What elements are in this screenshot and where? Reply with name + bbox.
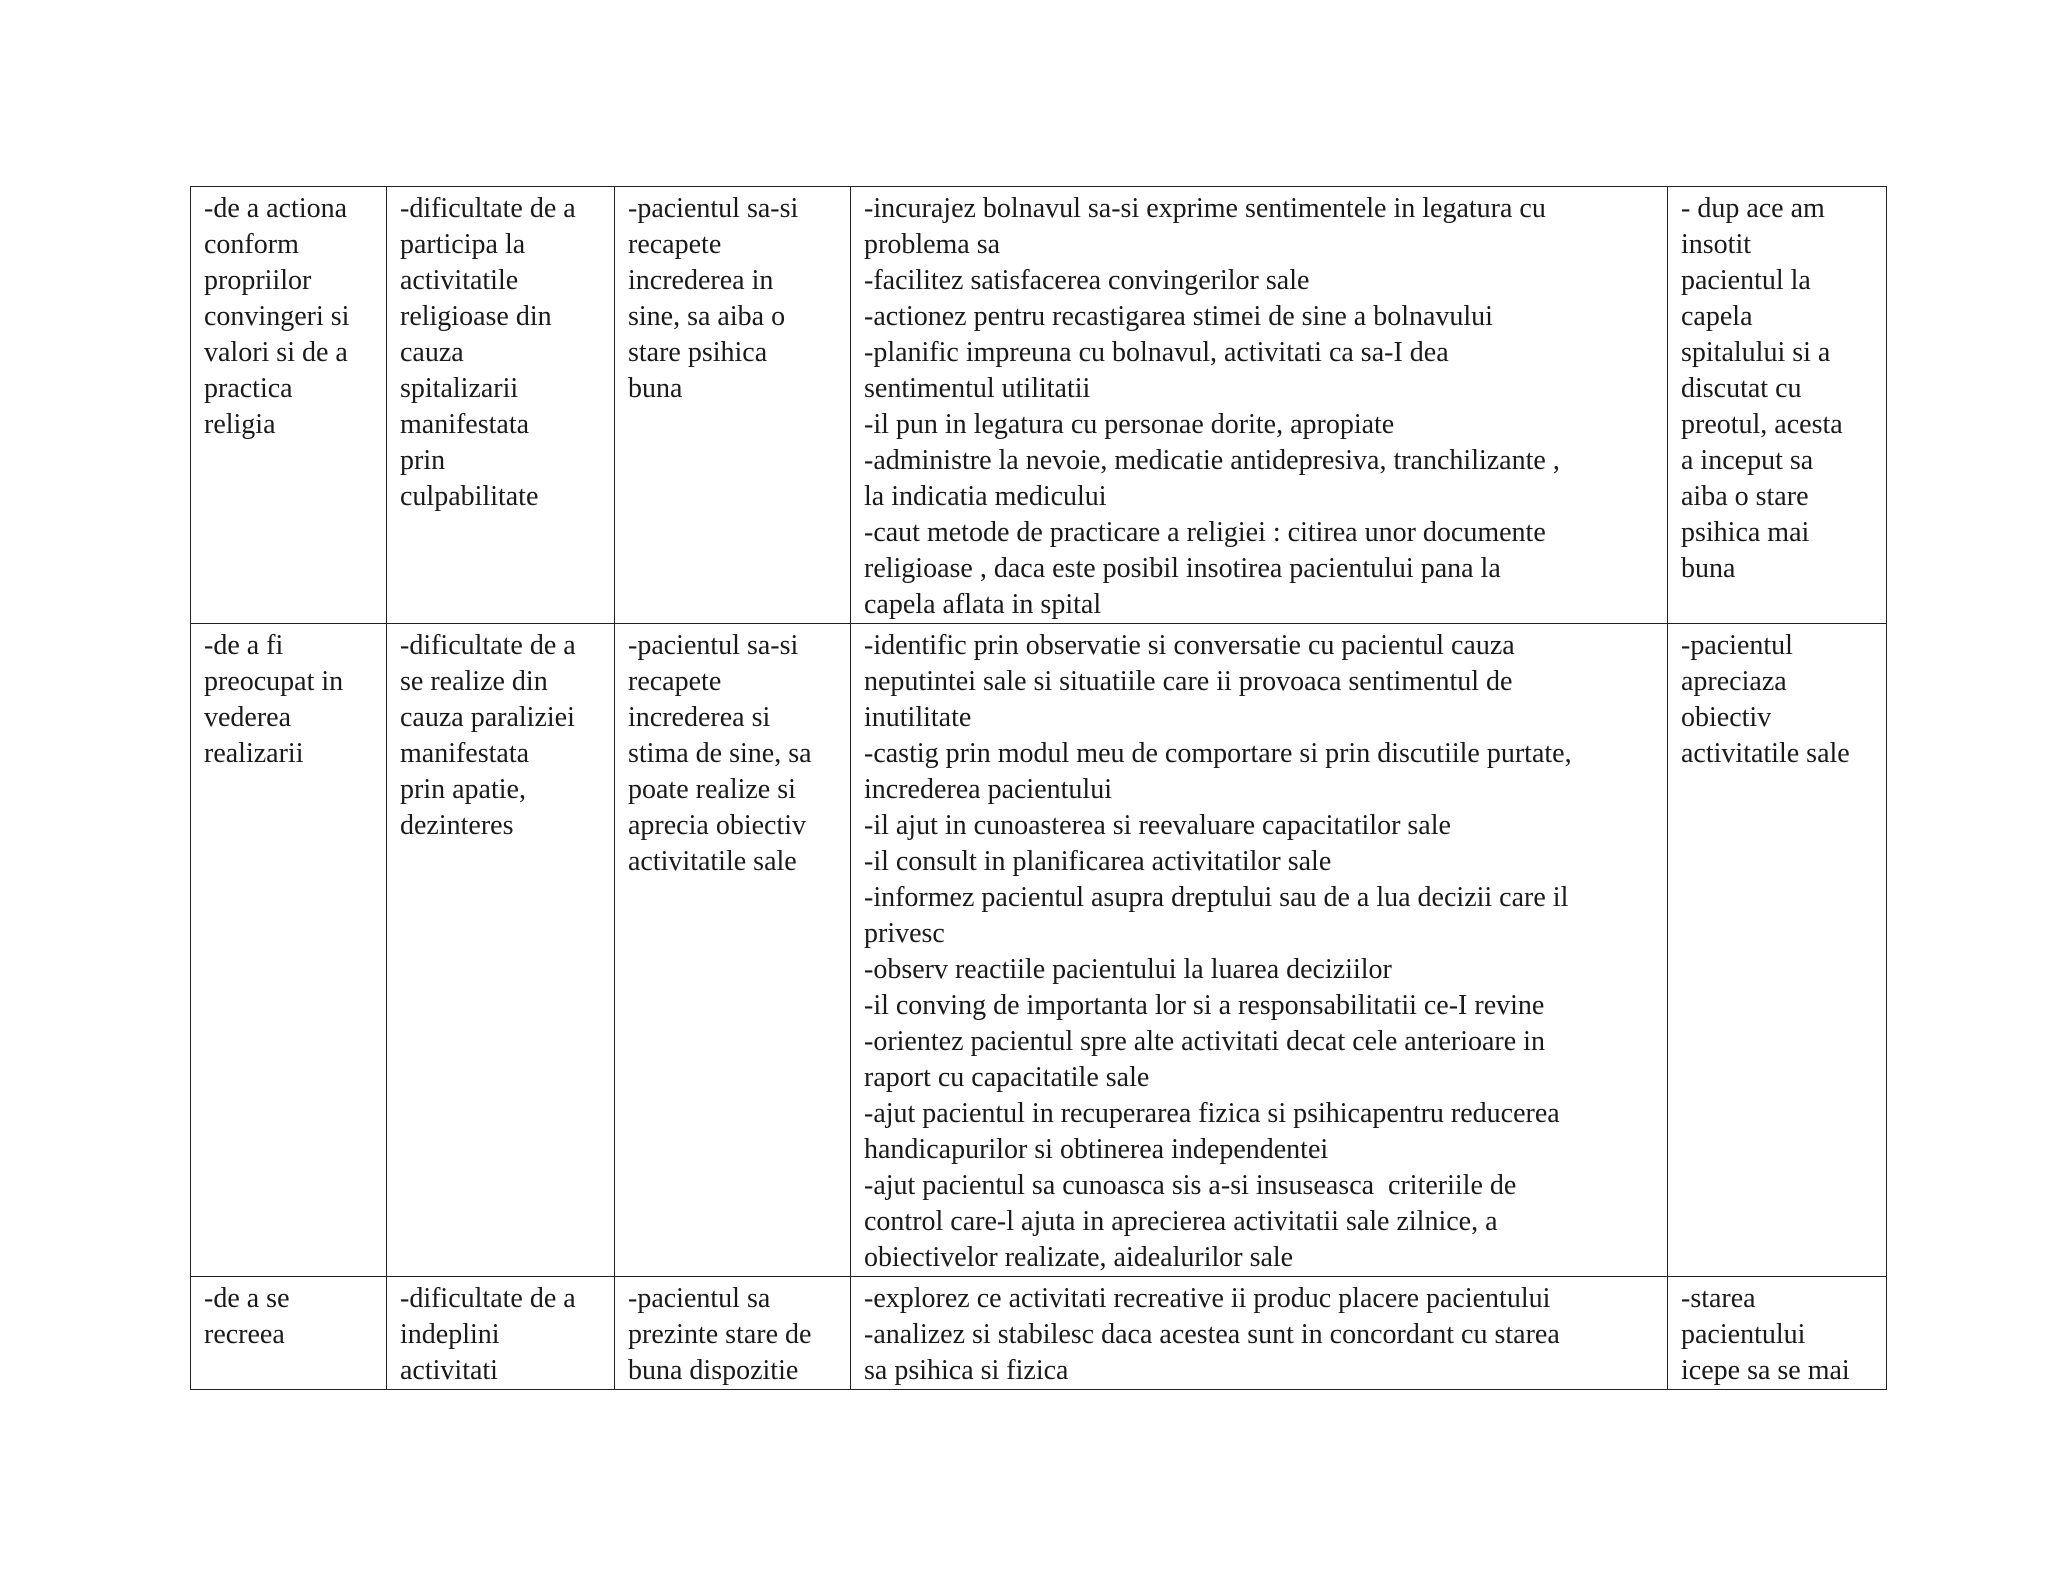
problem-cell <box>387 1277 615 1390</box>
interventions-cell-content <box>864 191 1657 623</box>
cell-line: -starea <box>1681 1283 1756 1314</box>
cell-line: activitatile sale <box>628 846 797 877</box>
cell-line: -identific prin observatie si conversatie cu pacientul cauza <box>864 630 1515 661</box>
cell-line: prin <box>400 445 446 476</box>
cell-line: aiba o stare <box>1681 481 1809 512</box>
cell-line: prezinte stare de <box>628 1319 812 1350</box>
cell-line: -ajut pacientul sa cunoasca sis a-si insuseasca criteriile de <box>864 1170 1517 1201</box>
cell-line: control care-l ajuta in aprecierea activitatii sale zilnice, a <box>864 1206 1498 1237</box>
need-cell <box>191 1277 387 1390</box>
table-body <box>191 187 1887 1390</box>
cell-line: spitalizarii <box>400 373 519 404</box>
cell-line: discutat cu <box>1681 373 1802 404</box>
cell-line: religia <box>204 409 276 440</box>
cell-line: stima de sine, sa <box>628 738 812 769</box>
problem-cell-content <box>400 1281 604 1389</box>
cell-line: valori si de a <box>204 337 348 368</box>
cell-line: spitalului si a <box>1681 337 1831 368</box>
cell-line: la indicatia medicului <box>864 481 1107 512</box>
need-cell-content <box>204 1281 376 1389</box>
cell-line: inutilitate <box>864 702 972 733</box>
cell-line: manifestata <box>400 738 530 769</box>
cell-line: activitatile sale <box>1681 738 1850 769</box>
cell-line: pacientului <box>1681 1319 1806 1350</box>
cell-line: manifestata <box>400 409 530 440</box>
cell-line: neputintei sale si situatiile care ii provoaca sentimentul de <box>864 666 1513 697</box>
interventions-cell-content <box>864 628 1657 1276</box>
cell-line: -informez pacientul asupra dreptului sau de a lua decizii care il <box>864 882 1569 913</box>
objective-cell <box>615 187 851 624</box>
cell-line: cauza paraliziei <box>400 702 575 733</box>
cell-line: activitatile <box>400 265 519 296</box>
cell-line: -administre la nevoie, medicatie antidepresiva, tranchilizante , <box>864 445 1560 476</box>
cell-line: sentimentul utilitatii <box>864 373 1091 404</box>
table-row <box>191 187 1887 624</box>
cell-line: obiectivelor realizate, aidealurilor sale <box>864 1242 1294 1273</box>
need-cell-content <box>204 191 376 443</box>
evaluation-cell <box>1668 624 1887 1277</box>
cell-line: stare psihica <box>628 337 768 368</box>
objective-cell-content <box>628 628 840 880</box>
cell-line: -orientez pacientul spre alte activitati decat cele anterioare in <box>864 1026 1545 1057</box>
cell-line: -actionez pentru recastigarea stimei de sine a bolnavului <box>864 301 1493 332</box>
cell-line: raport cu capacitatile sale <box>864 1062 1150 1093</box>
cell-line: -pacientul sa-si <box>628 193 799 224</box>
cell-line: aprecia obiectiv <box>628 810 807 841</box>
cell-line: problema sa <box>864 229 1001 260</box>
cell-line: recreea <box>204 1319 285 1350</box>
need-cell <box>191 624 387 1277</box>
cell-line: religioase , daca este posibil insotirea pacientului pana la <box>864 553 1501 584</box>
cell-line: buna dispozitie <box>628 1355 799 1386</box>
cell-line: a inceput sa <box>1681 445 1814 476</box>
cell-line: -ajut pacientul in recuperarea fizica si psihicapentru reducerea <box>864 1098 1560 1129</box>
cell-line: increderea in <box>628 265 774 296</box>
cell-line: -dificultate de a <box>400 630 576 661</box>
interventions-cell <box>851 187 1668 624</box>
evaluation-cell <box>1668 187 1887 624</box>
cell-line: handicapurilor si obtinerea independentei <box>864 1134 1329 1165</box>
evaluation-cell-content <box>1681 628 1876 772</box>
cell-line: preotul, acesta <box>1681 409 1843 440</box>
cell-line: participa la <box>400 229 526 260</box>
cell-line: -pacientul <box>1681 630 1793 661</box>
cell-line: -pacientul sa <box>628 1283 771 1314</box>
cell-line: -observ reactiile pacientului la luarea deciziilor <box>864 954 1392 985</box>
nursing-care-plan-table <box>190 186 1887 1390</box>
cell-line: -planific impreuna cu bolnavul, activitati ca sa-I dea <box>864 337 1449 368</box>
cell-line: -analizez si stabilesc daca acestea sunt in concordant cu starea <box>864 1319 1560 1350</box>
evaluation-cell-content <box>1681 191 1876 587</box>
objective-cell <box>615 624 851 1277</box>
cell-line: -il consult in planificarea activitatilor sale <box>864 846 1332 877</box>
cell-line: -explorez ce activitati recreative ii produc placere pacientului <box>864 1283 1551 1314</box>
cell-line: religioase din <box>400 301 552 332</box>
cell-line: - dup ace am <box>1681 193 1825 224</box>
cell-line: sa psihica si fizica <box>864 1355 1069 1386</box>
cell-line: -pacientul sa-si <box>628 630 799 661</box>
cell-line: -de a se <box>204 1283 290 1314</box>
cell-line: -il conving de importanta lor si a responsabilitatii ce-I revine <box>864 990 1545 1021</box>
cell-line: pacientul la <box>1681 265 1811 296</box>
cell-line: increderea pacientului <box>864 774 1112 805</box>
evaluation-cell-content <box>1681 1281 1876 1389</box>
cell-line: -il ajut in cunoasterea si reevaluare capacitatilor sale <box>864 810 1451 841</box>
cell-line: -il pun in legatura cu personae dorite, apropiate <box>864 409 1395 440</box>
cell-line: indeplini <box>400 1319 500 1350</box>
cell-line: activitati <box>400 1355 498 1386</box>
problem-cell-content <box>400 628 604 844</box>
objective-cell <box>615 1277 851 1390</box>
problem-cell <box>387 624 615 1277</box>
cell-line: psihica mai <box>1681 517 1810 548</box>
cell-line: se realize din <box>400 666 548 697</box>
cell-line: obiectiv <box>1681 702 1772 733</box>
objective-cell-content <box>628 1281 840 1389</box>
cell-line: -de a fi <box>204 630 284 661</box>
objective-cell-content <box>628 191 840 407</box>
problem-cell <box>387 187 615 624</box>
cell-line: practica <box>204 373 293 404</box>
evaluation-cell <box>1668 1277 1887 1390</box>
cell-line: convingeri si <box>204 301 350 332</box>
cell-line: capela <box>1681 301 1753 332</box>
cell-line: recapete <box>628 229 722 260</box>
cell-line: -caut metode de practicare a religiei : citirea unor documente <box>864 517 1546 548</box>
cell-line: capela aflata in spital <box>864 589 1102 620</box>
cell-line: -incurajez bolnavul sa-si exprime sentimentele in legatura cu <box>864 193 1546 224</box>
interventions-cell <box>851 624 1668 1277</box>
table-row <box>191 1277 1887 1390</box>
cell-line: buna <box>1681 553 1736 584</box>
cell-line: icepe sa se mai <box>1681 1355 1850 1386</box>
cell-line: prin apatie, <box>400 774 526 805</box>
problem-cell-content <box>400 191 604 515</box>
cell-line: insotit <box>1681 229 1752 260</box>
interventions-cell <box>851 1277 1668 1390</box>
cell-line: -castig prin modul meu de comportare si prin discutiile purtate, <box>864 738 1572 769</box>
cell-line: apreciaza <box>1681 666 1787 697</box>
cell-line: -de a actiona <box>204 193 348 224</box>
interventions-cell-content <box>864 1281 1657 1389</box>
cell-line: sine, sa aiba o <box>628 301 786 332</box>
cell-line: -dificultate de a <box>400 1283 576 1314</box>
cell-line: vederea <box>204 702 292 733</box>
cell-line: recapete <box>628 666 722 697</box>
need-cell <box>191 187 387 624</box>
cell-line: privesc <box>864 918 945 949</box>
cell-line: cauza <box>400 337 464 368</box>
table-row <box>191 624 1887 1277</box>
cell-line: realizarii <box>204 738 304 769</box>
cell-line: buna <box>628 373 683 404</box>
cell-line: culpabilitate <box>400 481 539 512</box>
cell-line: propriilor <box>204 265 312 296</box>
cell-line: -dificultate de a <box>400 193 576 224</box>
need-cell-content <box>204 628 376 772</box>
cell-line: -facilitez satisfacerea convingerilor sale <box>864 265 1310 296</box>
cell-line: increderea si <box>628 702 771 733</box>
cell-line: poate realize si <box>628 774 796 805</box>
cell-line: dezinteres <box>400 810 514 841</box>
cell-line: conform <box>204 229 299 260</box>
cell-line: preocupat in <box>204 666 344 697</box>
